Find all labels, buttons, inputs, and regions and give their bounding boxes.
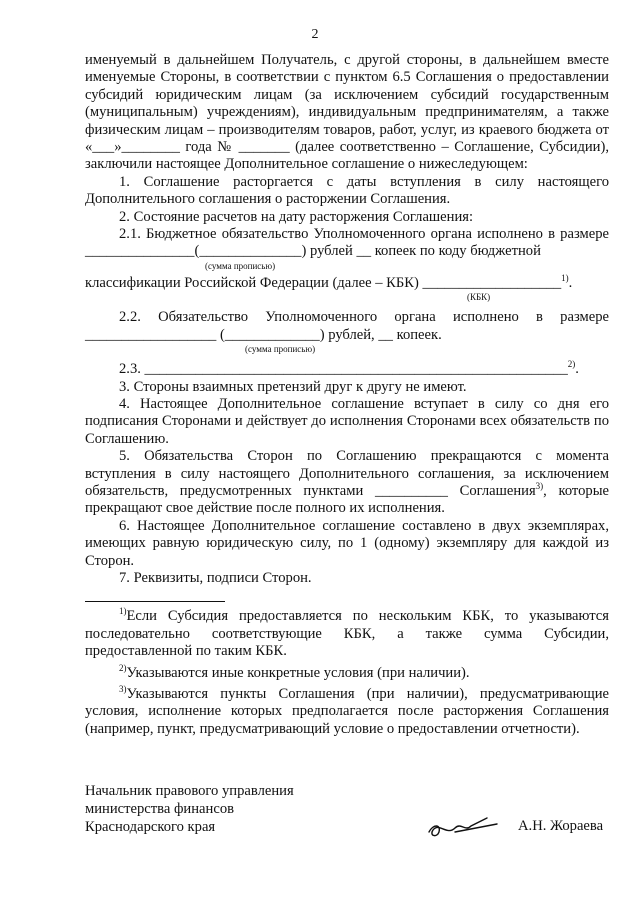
footnote-mark-2: 2): [119, 662, 127, 673]
clause-7: 7. Реквизиты, подписи Сторон.: [119, 569, 312, 586]
footnote-3: [85, 686, 609, 738]
handwritten-signature: [425, 810, 505, 840]
clause-6: 6. Настоящее Дополнительное соглашение составлено в двух экземплярах, имеющих равную юридическую силу, по 1 (одному) экземпляру для каждой из Сторон.: [85, 517, 609, 569]
footnote-ref-3: 3): [535, 481, 544, 492]
document-body: [85, 52, 609, 738]
clause-2-1: 2.1. Бюджетное обязательство Уполномоченного органа исполнено в размере _______________(______________) рублей __ копеек по коду бюджетной: [85, 226, 609, 260]
page-number: 2: [311, 27, 319, 42]
signatory-name: А.Н. Жораева: [518, 818, 604, 834]
clause-4: 4. Настоящее Дополнительное соглашение вступает в силу со дня его подписания Сторонами и действует до исполнения Сторонами всех обязательств по Соглашению.: [85, 395, 609, 447]
signatory-title-line3: Краснодарского края: [85, 819, 216, 835]
signatory-block: [85, 782, 294, 836]
footnote-ref-2: 2): [567, 359, 576, 370]
kbk-period: .: [568, 274, 573, 291]
preamble-paragraph: именуемый в дальнейшем Получатель, с другой стороны, в дальнейшем вместе именуемые Стороны, в соответствии с пунктом 6.5 Соглашения о предоставлении субсидий юридическим лицам (за исключением субсидий государственным (муниципальным) учреждениям), индивидуальным предпринимателям, а также физическим лицам – производителям товаров, работ, услуг, из краевого бюджета от «___»________ года № _______ (далее соответственно – Соглашение, Субсидии), заключили настоящее Дополнительное соглашение о нижеследующем:: [85, 52, 609, 173]
amount-in-words-caption-2: (сумма прописью): [245, 344, 316, 355]
kbk-text: классификации Российской Федерации (далее – КБК) ___________________: [85, 274, 562, 291]
clause-2-2: 2.2. Обязательство Уполномоченного органа исполнено в размере __________________ (_____________) рублей, __ копеек.: [85, 309, 609, 343]
clause-2-3-text: 2.3. __________________________________________________________: [119, 361, 568, 378]
kbk-caption: (КБК): [467, 292, 491, 303]
footnote-text-3: Указываются пункты Соглашения (при наличии), предусматривающие условия, исполнение которых предполагается после расторжения Соглашения (например, пункт, предусматривающий условие о предоставлении отчетности).: [85, 686, 609, 737]
signatory-title-line1: Начальник правового управления: [85, 783, 294, 799]
clause-5: [85, 448, 609, 518]
clause-2-3: [85, 361, 609, 378]
clause-2-1-continued: [85, 275, 609, 292]
clause-5-text: 5. Обязательства Сторон по Соглашению прекращаются с момента вступления в силу настоящего Дополнительного соглашения, за исключением обязательств, предусмотренных пунктами __________ Соглашения: [85, 448, 609, 499]
footnote-mark-1: 1): [119, 606, 127, 617]
footnote-mark-3: 3): [119, 684, 127, 695]
clause-1: 1. Соглашение расторгается с даты вступления в силу настоящего Дополнительного соглашения о расторжении Соглашения.: [85, 173, 609, 208]
amount-in-words-caption: (сумма прописью): [205, 260, 276, 271]
clause-5-tail: , которые прекращают свое действие после полного их исполнения.: [85, 482, 609, 517]
footnote-text-2: Указываются иные конкретные условия (при наличии).: [126, 664, 470, 681]
clause-2: 2. Состояние расчетов на дату расторжения Соглашения:: [119, 208, 474, 225]
footnote-2: [85, 662, 609, 682]
footnote-1: [85, 608, 609, 660]
footnote-ref-1: 1): [561, 273, 569, 284]
footnote-text-1: Если Субсидия предоставляется по нескольким КБК, то указываются последовательно соответствующие КБК, а также сумма Субсидии, предоставленной по таким КБК.: [85, 608, 609, 660]
clause-2-3-period: .: [575, 361, 579, 378]
signatory-title-line2: министерства финансов: [85, 801, 235, 817]
clause-3: 3. Стороны взаимных претензий друг к другу не имеют.: [119, 378, 467, 395]
